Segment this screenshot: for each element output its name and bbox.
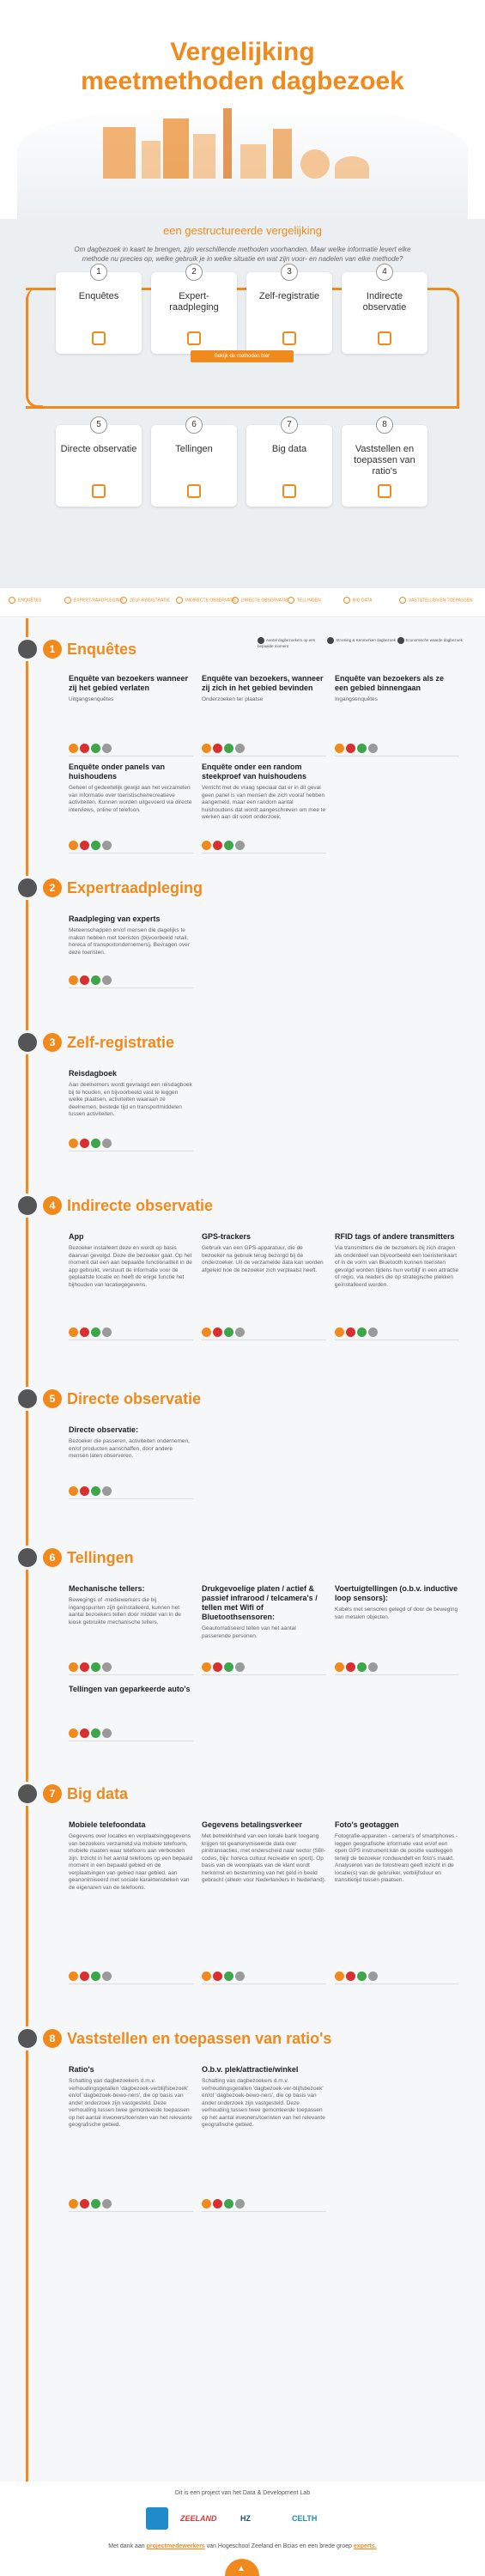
nav-item[interactable]: TELLINGEN (288, 597, 321, 604)
rating-dot (69, 1139, 78, 1148)
rating-dot (69, 1327, 78, 1337)
laptop-icon (15, 1782, 39, 1806)
method-item: Reisdagboek Aan deelnemers wordt gevraagd een reisdagboek bij te houden, en bijvoorbeeld vast te leggen welke plaatsen, activiteiten waaraan ze deelnemen, bestede tijd en transportmiddelen tussen activiteiten. (69, 1069, 193, 1146)
rating-dot (80, 1139, 89, 1148)
method-item: Foto's geotaggen Fotografie-apparaten - camera's of smartphones - leggen geografische informatie vast en/of een open GPS instrument kan de positie vastleggen terwijl de bezoeker rondwandelt en foto's maakt. Analyseren van de fotostream geeft inzicht in de locatie(s) van de gebruiker, verblijfsduur en transitietijd tussen plaatsen. (335, 1820, 459, 1979)
rating-dot (80, 1327, 89, 1337)
rating-dot (224, 1662, 233, 1672)
method-item: O.b.v. plek/attractie/winkel Schatting van dagbezoekers d.m.v. verhoudingsgetallen 'dagbezoek-ver-blijfsbezoek' en/of 'dagbezoek-bewo-ners', die op basis van ander onderzoek zijn vastgesteld. Deze verhouding tussen twee gemonteerde toepassen op het aantal inwoners/toeristen van het relevante geografische gebied. (202, 2065, 326, 2207)
rating-dot (91, 2199, 100, 2208)
nav-icon (9, 597, 15, 604)
section-enquetes: 1 Enquêtes Aantal dagbezoekers op een bepaalde moment Stroming & Kenmerken dagbezoek Economische waarde dagbezoek Enquête van bezoekers wanneer zij het gebied verlaten Uitgangsenquêtes Enquête van bezoekers, wanneer zij zich in het gebied bevinden Onderzoeken ter plaatse Enquête van bezoekers als ze een gebied binnengaan Ingangsenquêtes Enquête onder panels van huishoudens Geheel of gedeeltelijk gewijd aan het verzamelen van informatie over toeristische/recreatieve activiteiten. Kunnen worden uitgevoerd via directe interviews, online of telefoon. Enquête onder een random steekproef van huishoudens Verricht met de vraag speciaal dat er in dit geval geen panel is van mensen die zich vooraf hebben aangemeld, maar een random aantal huishoudens dat wordt aangeschreven om mee te werken aan dit soort onderzoek. (0, 627, 485, 850)
score-dots (69, 1969, 193, 1979)
rating-dot (335, 744, 344, 753)
section-indirecte-observatie: 4 Indirecte observatie App Bezoeker installeert deze en wordt op basis daarvan gevolgd. Deze die bezoeker gaat. Op het moment dat een aan bepaalde functionaliteit in de app gebruikt, verstuurt de informatie voor de geplaatste locatie en heeft de enige functie het bijhouden van locatiegegevens. GPS-trackers Gebruik van een GPS-apparatuur, die de bezoeker na gebruik terug bezorgd bij de onderzoeker. Uit de verzamelde data kan worden afgeleid hoe de bezoeker zich verplaatst heeft. RFID tags of andere transmitters Via transmitters die de bezoekers bij zich dragen als onderdeel van bijvoorbeeld een toeristenkaart of in de vorm van Bluetooth kunnen toeristen gevolgd worden tijdens hun verblijf in een attractie of regio, via readers die op strategische plekken geïnstalleerd worden. (0, 1194, 485, 1365)
clipboard-icon (15, 637, 39, 661)
view-methods-button[interactable]: Bekijk de methoden hier (191, 350, 294, 362)
rating-dot (102, 1728, 112, 1738)
rating-dot (224, 744, 233, 753)
nav-item[interactable]: VASTSTELLEN EN TOEPASSEN (399, 597, 473, 604)
rating-dot (335, 1662, 344, 1672)
person-shape (273, 129, 292, 179)
rating-dot (80, 2199, 89, 2208)
rating-dot (102, 1971, 112, 1981)
divider (69, 853, 193, 854)
score-dots (202, 838, 326, 848)
method-card[interactable]: 6 Tellingen (151, 425, 237, 507)
rating-dot (235, 841, 245, 850)
rating-dot (80, 744, 89, 753)
score-dots (335, 1660, 459, 1670)
hero (0, 0, 485, 219)
rating-dot (235, 2199, 245, 2208)
method-item: GPS-trackers Gebruik van een GPS-apparatuur, die de bezoeker na gebruik terug bezorgd bij de onderzoeker. Uit de verzamelde data kan worden afgeleid hoe de bezoeker zich verplaatst heeft. (202, 1232, 326, 1335)
rating-dot (357, 744, 367, 753)
score-dots (335, 1325, 459, 1335)
divider (202, 2211, 326, 2212)
score-dots (335, 741, 459, 751)
rating-dot (102, 1486, 112, 1496)
rating-dot (224, 841, 233, 850)
subtitle: een gestructureerde vergelijking (163, 224, 322, 237)
rating-dot (213, 2199, 222, 2208)
method-card[interactable]: 7 Big data (246, 425, 332, 507)
rating-dot (69, 744, 78, 753)
rating-dot (357, 1662, 367, 1672)
rating-dot (91, 1971, 100, 1981)
eye-icon (92, 484, 106, 498)
score-dots (69, 1325, 193, 1335)
method-card[interactable]: 8 Vaststellen en toepassen van ratio's (342, 425, 427, 507)
rating-dot (91, 1139, 100, 1148)
method-item: Enquête onder een random steekproef van huishoudens Verricht met de vraag speciaal dat er in dit geval geen panel is van mensen die zich vooraf hebben aangemeld, maar een random aantal huishoudens dat wordt aangeschreven om mee te werken aan dit soort onderzoek. (202, 762, 326, 848)
nav-icon (176, 597, 183, 604)
rating-dot (224, 1971, 233, 1981)
nav-icon (343, 597, 350, 604)
score-dots (69, 741, 193, 751)
method-item: Gegevens betalingsverkeer Met betrekkinheid van een lokale bank toegang krijgen tot geanonymiseerde data over pinitransacties, met onderscheid naar sector (SBI-codes, bijv. horeca cultuur recreatie en sport). Op basis van de woonplaats van de klant wordt herkomst en bestemming van het geld in beeld gebracht (alleen voor Nederlanders in Nederland). (202, 1820, 326, 1979)
footer-credit: Dit is een project van het Data & Development Lab (174, 2490, 311, 2496)
building-shape (193, 134, 215, 179)
method-item: Enquête van bezoekers, wanneer zij zich in het gebied bevinden Onderzoeken ter plaatse (202, 674, 326, 751)
rating-dot (69, 1662, 78, 1672)
intro-text: Om dagbezoek in kaart te brengen, zijn verschillende methoden voorhanden. Maar welke informatie levert elke methode nu precies op, welke gebruik je in welke situatie en wat zijn voor- en nadelen van elke methode? (74, 246, 411, 263)
rating-dot (91, 1486, 100, 1496)
rating-dot (235, 1327, 245, 1337)
flow-icon (327, 637, 334, 644)
tracker-icon (378, 331, 391, 345)
nav-icon (120, 597, 127, 604)
rating-dot (213, 1662, 222, 1672)
divider (69, 1674, 193, 1675)
rating-dot (69, 1728, 78, 1738)
rating-dot (102, 1662, 112, 1672)
zeeland-logo: ZEELAND (180, 2514, 217, 2523)
tower-shape (163, 118, 189, 179)
euro-icon (397, 637, 404, 644)
score-dots (69, 838, 193, 848)
spire-shape (223, 108, 232, 179)
rating-dot (202, 1971, 211, 1981)
method-card[interactable]: 3 Zelf-registratie (246, 272, 332, 354)
rating-dot (80, 1728, 89, 1738)
divider (69, 2211, 193, 2212)
rating-dot (213, 744, 222, 753)
windmill-shape (103, 127, 136, 179)
score-dots (202, 1969, 326, 1979)
score-dots (69, 1726, 193, 1736)
section-ratios: 8 Vaststellen en toepassen van ratio's Ratio's Schatting van dagbezoekers d.m.v. verhoudingsgetallen 'dagbezoek-verblijfsbezoek' en/of 'dagbezoek-bewo-ners', die op basis van ander onderzoek zijn vastgesteld. Deze verhouding tussen twee gemonteerde toepassen op het aantal inwoners/toeristen van het relevante geografische gebied. O.b.v. plek/attractie/winkel Schatting van dagbezoekers d.m.v. verhoudingsgetallen 'dagbezoek-ver-blijfsbezoek' en/of 'dagbezoek-bewo-ners', die op basis van ander onderzoek zijn vastgesteld. Deze verhouding tussen twee gemonteerde toepassen op het aantal inwoners/toeristen van het relevante geografische gebied. (0, 2026, 485, 2233)
people-icon (258, 637, 264, 644)
rating-dot (102, 1327, 112, 1337)
rating-dot (80, 1971, 89, 1981)
method-item: Enquête onder panels van huishoudens Geheel of gedeeltelijk gewijd aan het verzamelen van informatie over toeristische/recreatieve activiteiten. Kunnen worden uitgevoerd via directe interviews, online of telefoon. (69, 762, 193, 848)
chevron-up-icon: ▲ (237, 2564, 246, 2573)
rating-dot (91, 1662, 100, 1672)
rating-dot (224, 2199, 233, 2208)
nav-item[interactable]: BIG DATA (343, 597, 373, 604)
score-dots (202, 1325, 326, 1335)
score-dots (202, 1660, 326, 1670)
methods-content (0, 618, 485, 2482)
bicycle-shape (335, 156, 369, 179)
intro-section (0, 219, 485, 588)
rating-dot (69, 1486, 78, 1496)
rating-dot (213, 841, 222, 850)
divider (202, 1674, 326, 1675)
rating-dot (235, 1971, 245, 1981)
legend-item: Economische waarde dagbezoek (397, 637, 466, 644)
method-item: Mobiele telefoondata Gegevens over locaties en verplaatsinggegevens van bezoekers verzameld via mobiele telefoons, mobiele masten waar telefoons aan verbonden zijn. Inzicht in het aantal telefoons op een bepaald moment in een bepaald gebied en de verplaatsingen van gebied naar gebied, aan geanonimiseerd met sociale karakteristieken van de eigenaren van de telefoons. (69, 1820, 193, 1979)
rating-dot (335, 1327, 344, 1337)
divider (335, 1674, 459, 1675)
rating-dot (91, 1728, 100, 1738)
rating-dot (80, 975, 89, 985)
method-item: Directe observatie: Bezoeker die passeren, activiteiten ondernemen, en/of producten aanschaffen, door andere mensen laten observeren. (69, 1425, 193, 1494)
method-item: Enquête van bezoekers als ze een gebied binnengaan Ingangsenquêtes (335, 674, 459, 751)
rating-dot (80, 841, 89, 850)
rating-dot (346, 744, 355, 753)
counter-icon (15, 1546, 39, 1570)
document-icon (15, 876, 39, 900)
score-dots (335, 1969, 459, 1979)
rating-dot (235, 744, 245, 753)
laptop-icon (282, 484, 296, 498)
nav-icon (288, 597, 294, 604)
method-item: Enquête van bezoekers wanneer zij het gebied verlaten Uitgangsenquêtes (69, 674, 193, 751)
method-item: App Bezoeker installeert deze en wordt op basis daarvan gevolgd. Deze die bezoeker gaat. Op het moment dat een aan bepaalde functionaliteit in de app gebruikt, verstuurt de informatie voor de geplaatste locatie en heeft de enige functie het bijhouden van locatiegegevens. (69, 1232, 193, 1335)
clipboard-icon (92, 331, 106, 345)
section-expertraadpleging: 2 Expertraadpleging Raadpleging van experts Meteenschappen en/of mensen die dagelijks te maken hebben met toeristen (bijvoorbeeld retail, horeca of transportondernemers). Bevragen over deze toeristen. (0, 876, 485, 1013)
method-item: Mechanische tellers: Bewegings of -mediewerkers die bij ingangspunten zijn geïnstalleerd, kunnen het aantal bezoekers tellen door middel van in de kiosk gebruikte mechanische tellers. (69, 1584, 193, 1670)
rating-dot (335, 1971, 344, 1981)
building-shape (142, 141, 161, 179)
section-big-data: 7 Big data Mobiele telefoondata Gegevens over locaties en verplaatsinggegevens van bezoekers verzameld via mobiele telefoons, mobiele masten waar telefoons aan verbonden zijn. Inzicht in het aantal telefoons op een bepaald moment in een bepaald gebied en de verplaatsingen van gebied naar gebied, aan geanonimiseerd met sociale karakteristieken van de eigenaren van de telefoons. Gegevens betalingsverkeer Met betrekkinheid van een lokale bank toegang krijgen tot geanonymiseerde data over pinitransacties, met onderscheid naar sector (SBI-codes, bijv. horeca cultuur recreatie en sport). Op basis van de woonplaats van de klant wordt herkomst en bestemming van het geld in beeld gebracht (alleen voor Nederlanders in Nederland). Foto's geotaggen Fotografie-apparaten - camera's of smartphones - leggen geografische informatie vast en/of een open GPS instrument kan de positie vastleggen terwijl de bezoeker rondwandelt en foto's maakt. Analyseren van de fotostream geeft inzicht in de locatie(s) van de gebruiker, verblijfsduur en transitietijd tussen plaatsen. (0, 1782, 485, 2005)
method-item: Drukgevoelige platen / actief & passief infrarood / telcamera's / tellen met Wifi of Bluetoothsensoren: Geautomatiseerd tellen van het aantal passerende personen. (202, 1584, 326, 1670)
nav-item[interactable]: DIRECTE OBSERVATIE (232, 597, 288, 604)
rating-dot (80, 1662, 89, 1672)
section-tellingen: 6 Tellingen Mechanische tellers: Bewegings of -mediewerkers die bij ingangspunten zijn geïnstalleerd, kunnen het aantal bezoekers tellen door middel van in de kiosk gebruikte mechanische tellers. Drukgevoelige platen / actief & passief infrarood / telcamera's / tellen met Wifi of Bluetoothsensoren: Geautomatiseerd tellen van het aantal passerende personen. Voertuigtellingen (o.b.v. inductive loop sensors): Kabels met sensoren gelegd of door de beweging van metalen objecten. Tellingen van geparkeerde auto's (0, 1546, 485, 1760)
rating-dot (213, 1971, 222, 1981)
method-item: Voertuigtellingen (o.b.v. inductive loop sensors): Kabels met sensoren gelegd of door de beweging van metalen objecten. (335, 1584, 459, 1670)
rating-dot (224, 1327, 233, 1337)
divider (202, 853, 326, 854)
hz-logo: HZ (240, 2514, 251, 2523)
score-dots (69, 1484, 193, 1494)
nav-item[interactable]: ZELF-REGISTRATIE (120, 597, 170, 604)
divider (69, 1498, 193, 1499)
rating-dot (368, 744, 378, 753)
divider (69, 987, 193, 988)
rating-dot (91, 975, 100, 985)
method-card[interactable]: 2 Expert-raadpleging (151, 272, 237, 354)
rating-dot (357, 1971, 367, 1981)
link-experts[interactable]: experts. (353, 2543, 377, 2549)
tree-shape (300, 149, 330, 179)
rating-dot (202, 1662, 211, 1672)
rating-dot (91, 1327, 100, 1337)
building-shape (240, 144, 266, 179)
method-item: RFID tags of andere transmitters Via transmitters die de bezoekers bij zich dragen als onderdeel van bijvoorbeeld een toeristenkaart of in de vorm van Bluetooth kunnen toeristen gevolgd worden tijdens hun verblijf in een attractie of regio, via readers die op strategische plekken geïnstalleerd worden. (335, 1232, 459, 1335)
scroll-top-button[interactable] (225, 2559, 259, 2576)
rating-dot (346, 1662, 355, 1672)
hero-illustration (103, 101, 386, 179)
section-nav (0, 588, 485, 617)
calculator-icon (378, 484, 391, 498)
rating-dot (213, 1327, 222, 1337)
flow-line (26, 406, 459, 409)
nav-icon (232, 597, 239, 604)
rating-dot (357, 1327, 367, 1337)
rating-dot (202, 2199, 211, 2208)
document-icon (187, 331, 201, 345)
rating-dot (368, 1662, 378, 1672)
rating-dot (346, 1971, 355, 1981)
rating-dot (80, 1486, 89, 1496)
rating-dot (202, 1327, 211, 1337)
score-dots (202, 2196, 326, 2207)
footer-thanks: Met dank aan projectmedewerkers van Hogeschool Zeeland en Bcias en een brede groep experts. (108, 2543, 377, 2549)
score-dots (202, 741, 326, 751)
counter-icon (187, 484, 201, 498)
partner-logos (146, 2507, 343, 2533)
method-item: Ratio's Schatting van dagbezoekers d.m.v. verhoudingsgetallen 'dagbezoek-verblijfsbezoek' en/of 'dagbezoek-bewo-ners', die op basis van ander onderzoek zijn vastgesteld. Deze verhouding tussen twee gemonteerde toepassen op het aantal inwoners/toeristen van het relevante geografische gebied. (69, 2065, 193, 2207)
link-projectmedewerkers[interactable]: projectmedewerkers (146, 2543, 205, 2549)
rating-dot (102, 841, 112, 850)
rating-dot (69, 2199, 78, 2208)
nav-item[interactable]: INDIRECTE OBSERVATIE (176, 597, 236, 604)
celth-logo: CELTH (292, 2514, 318, 2523)
rating-dot (202, 841, 211, 850)
tracker-icon (15, 1194, 39, 1218)
eye-icon (15, 1387, 39, 1411)
rating-dot (102, 975, 112, 985)
nav-item[interactable]: ENQUÊTES (9, 597, 42, 604)
score-dots (69, 973, 193, 983)
method-item: Tellingen van geparkeerde auto's (69, 1685, 193, 1736)
method-card[interactable]: 4 Indirecte observatie (342, 272, 427, 354)
score-dots (69, 1660, 193, 1670)
rating-dot (202, 744, 211, 753)
rating-dot (91, 744, 100, 753)
method-card[interactable]: 5 Directe observatie (56, 425, 142, 507)
method-card[interactable]: 1 Enquêtes (56, 272, 142, 354)
nav-icon (64, 597, 71, 604)
method-item: Raadpleging van experts Meteenschappen en/of mensen die dagelijks te maken hebben met toeristen (bijvoorbeeld retail, horeca of transportondernemers). Bevragen over deze toeristen. (69, 914, 193, 983)
flow-line (26, 288, 43, 408)
rating-dot (368, 1971, 378, 1981)
calculator-icon (15, 2026, 39, 2050)
notebook-icon (282, 331, 296, 345)
legend (258, 637, 472, 648)
notebook-icon (15, 1030, 39, 1054)
rating-dot (368, 1327, 378, 1337)
section-directe-observatie: 5 Directe observatie Directe observatie: Bezoeker die passeren, activiteiten ondernemen, en/of producten aanschaffen, door andere mensen laten observeren. (0, 1387, 485, 1524)
building-logo-icon (146, 2507, 168, 2530)
footer (0, 2482, 485, 2576)
legend-item: Stroming & Kenmerken dagbezoek (327, 637, 396, 644)
rating-dot (346, 1327, 355, 1337)
rating-dot (69, 975, 78, 985)
score-dots (69, 2196, 193, 2207)
rating-dot (69, 1971, 78, 1981)
page-title: Vergelijking meetmethoden dagbezoek (81, 38, 404, 95)
rating-dot (102, 2199, 112, 2208)
rating-dot (102, 1139, 112, 1148)
rating-dot (235, 1662, 245, 1672)
nav-icon (399, 597, 406, 604)
score-dots (69, 1136, 193, 1146)
rating-dot (91, 841, 100, 850)
section-zelf-registratie: 3 Zelf-registratie Reisdagboek Aan deelnemers wordt gevraagd een reisdagboek bij te houden, en bijvoorbeeld vast te leggen welke plaatsen, activiteiten waaraan ze deelnemen, bestede tijd en transportmiddelen tussen activiteiten. (0, 1030, 485, 1168)
rating-dot (102, 744, 112, 753)
nav-item[interactable]: EXPERT-RAADPLEGING (64, 597, 123, 604)
rating-dot (69, 841, 78, 850)
legend-item: Aantal dagbezoekers op een bepaalde moment (258, 638, 316, 648)
